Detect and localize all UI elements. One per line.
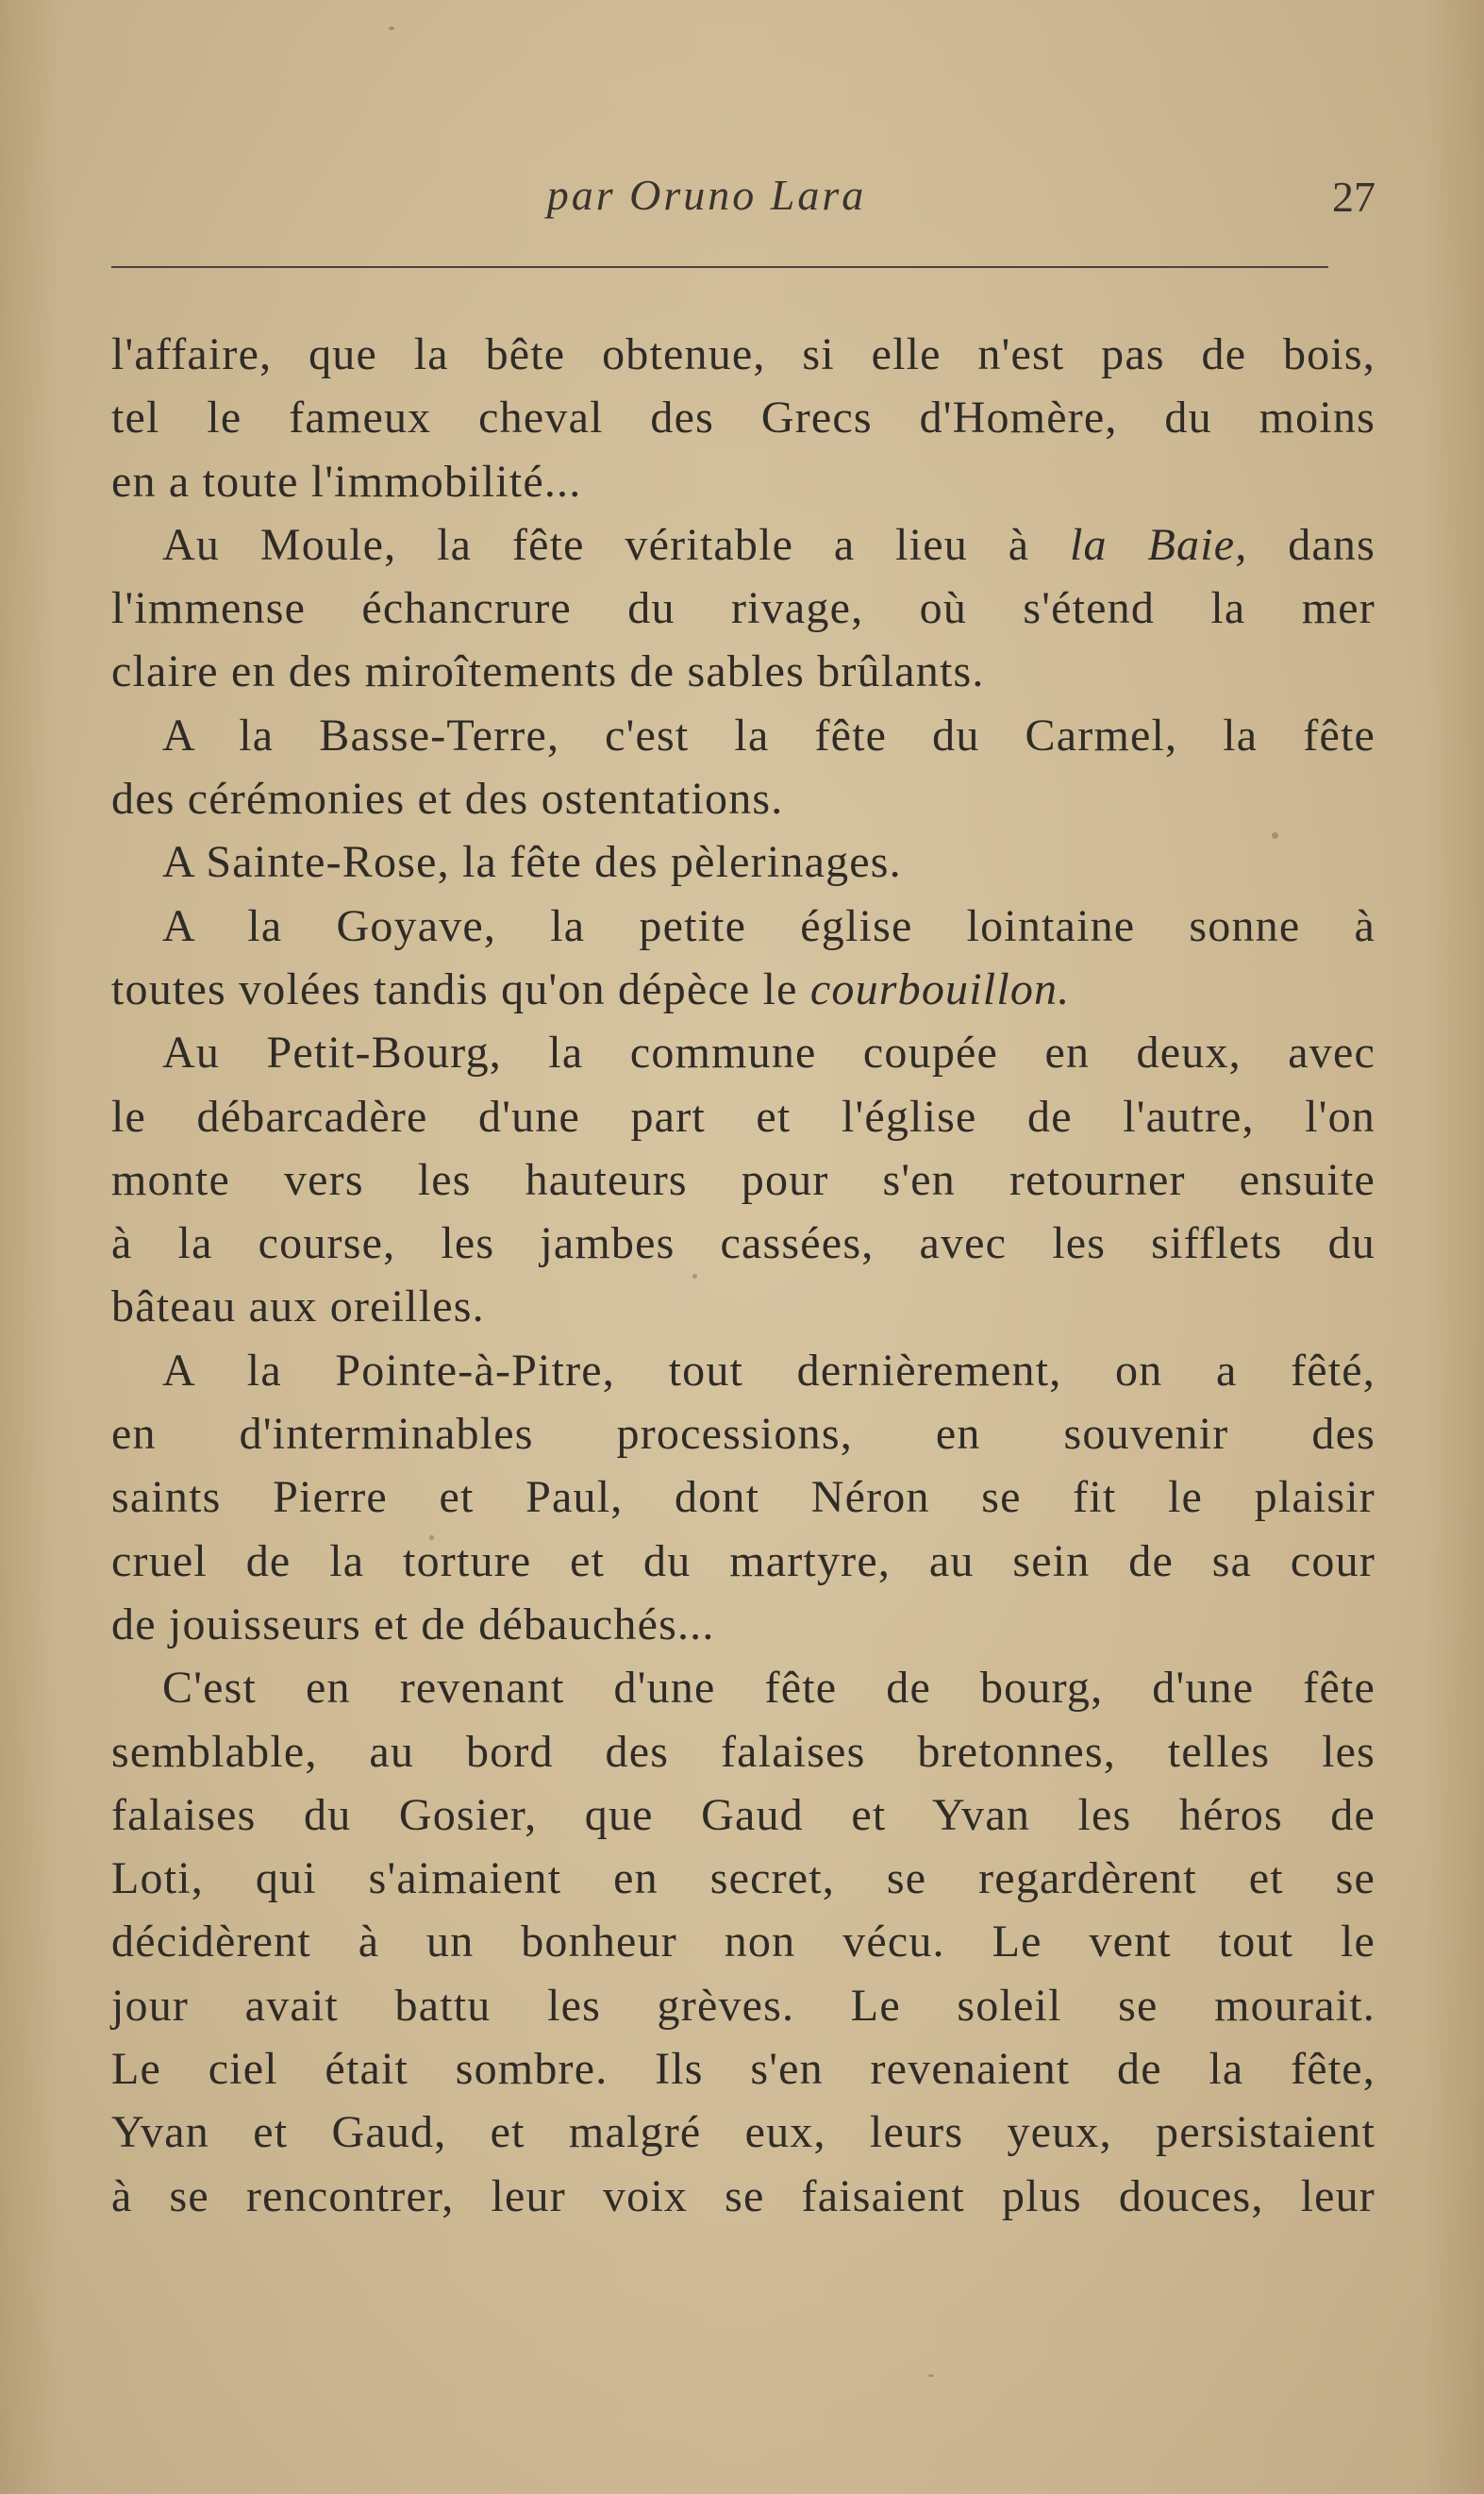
text-line: monte vers les hauteurs pour s'en retourner ensuite (111, 1154, 1376, 1205)
text-line: bâteau aux oreilles. (111, 1281, 485, 1332)
paper-speck (389, 26, 394, 30)
text-line: jour avait battu les grèves. Le soleil se mourait. (111, 1980, 1376, 2031)
text-segment: Au Moule, la fête véritable a lieu à (162, 519, 1030, 570)
text-line: à se rencontrer, leur voix se faisaient plus douces, leur (111, 2170, 1376, 2221)
text-line: en d'interminables processions, en souvenir des (111, 1409, 1376, 1460)
text-line: l'affaire, que la bête obtenue, si elle n'est pas de bois, (111, 329, 1376, 379)
body-text (111, 323, 1376, 2228)
text-line (111, 513, 1376, 577)
text-line: Au Petit-Bourg, la commune coupée en deux, avec (162, 1028, 1376, 1079)
text-line: A la Basse-Terre, c'est la fête du Carmel, la fête (162, 710, 1376, 761)
text-line: A la Pointe-à-Pitre, tout dernièrement, on a fêté, (162, 1345, 1376, 1396)
text-line: saints Pierre et Paul, dont Néron se fit le plaisir (111, 1472, 1376, 1523)
text-line: Loti, qui s'aimaient en secret, se regardèrent et se (111, 1853, 1376, 1904)
header-rule (111, 266, 1328, 268)
text-line: en a toute l'immobilité... (111, 456, 582, 507)
text-line: A Sainte-Rose, la fête des pèlerinages. (162, 837, 902, 888)
text-line: décidèrent à un bonheur non vécu. Le vent tout le (111, 1917, 1376, 1967)
text-line: C'est en revenant d'une fête de bourg, d'une fête (162, 1663, 1376, 1714)
text-line: à la course, les jambes cassées, avec les sifflets du (111, 1218, 1376, 1269)
text-segment: dans (1288, 519, 1376, 570)
text-segment: toutes volées tandis qu'on dépèce le (111, 963, 798, 1014)
text-line: A la Goyave, la petite église lointaine sonne à (162, 900, 1376, 951)
text-line: claire en des miroîtements de sables brûlants. (111, 646, 985, 697)
text-line: de jouisseurs et de débauchés... (111, 1599, 715, 1649)
italic-dish-name: courbouillon. (809, 963, 1071, 1014)
text-line: tel le fameux cheval des Grecs d'Homère, du moins (111, 393, 1376, 444)
running-header (111, 166, 1376, 232)
paper-speck (928, 2374, 934, 2377)
page-number: 27 (1332, 173, 1376, 221)
text-line: Le ciel était sombre. Ils s'en revenaient de la fête, (111, 2044, 1376, 2095)
text-line: cruel de la torture et du martyre, au sein de sa cour (111, 1535, 1376, 1586)
text-line: l'immense échancrure du rivage, où s'étend la mer (111, 583, 1376, 634)
text-line: des cérémonies et des ostentations. (111, 774, 784, 825)
text-line: falaises du Gosier, que Gaud et Yvan les héros de (111, 1789, 1376, 1840)
running-title: par Oruno Lara (546, 171, 867, 219)
text-line: semblable, au bord des falaises bretonnes, telles les (111, 1726, 1376, 1777)
text-line: Yvan et Gaud, et malgré eux, leurs yeux, persistaient (111, 2107, 1376, 2158)
italic-place-name: la Baie, (1069, 519, 1248, 570)
text-line: le débarcadère d'une part et l'église de l'autre, l'on (111, 1091, 1376, 1142)
text-line (111, 958, 1376, 1021)
